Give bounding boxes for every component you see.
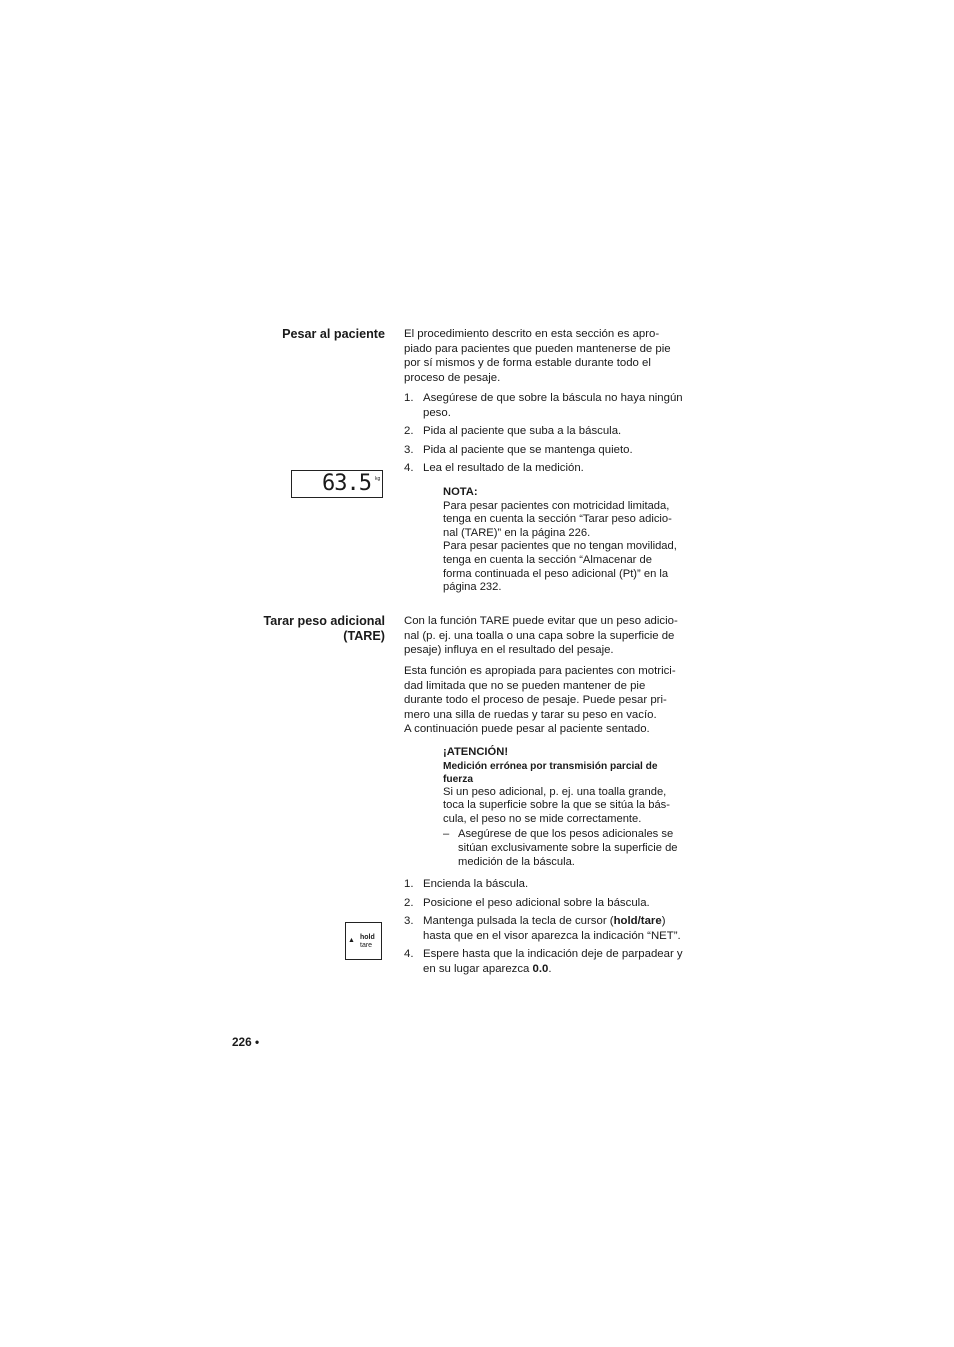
step-text: Espere hasta que la indicación deje de parpadear y — [423, 948, 683, 961]
warning-box — [443, 746, 695, 869]
step-number: 4. — [404, 462, 414, 475]
note-line: nal (TARE)” en la página 226. — [443, 526, 591, 539]
warning-line: medición de la báscula. — [458, 855, 575, 868]
heading-line: Tarar peso adicional — [263, 614, 385, 628]
step-text: Pida al paciente que suba a la báscula. — [423, 425, 622, 438]
list-item — [404, 461, 696, 476]
note-label: NOTA: — [443, 486, 478, 498]
scale-display-illustration — [291, 470, 383, 498]
step-number: 2. — [404, 425, 414, 438]
tare-paragraph-2 — [404, 664, 694, 737]
warning-dash-item — [443, 828, 695, 869]
step-text — [423, 914, 696, 929]
step-text — [423, 962, 696, 977]
step-text-part: . — [548, 962, 552, 975]
note-box — [443, 486, 695, 595]
step-number: 4. — [404, 948, 414, 961]
note-line: página 232. — [443, 581, 502, 594]
warning-line: toca la superficie sobre la que se sitúa la bás- — [443, 799, 670, 812]
page-number: 226 • — [232, 1035, 260, 1049]
step-text: Encienda la báscula. — [423, 878, 529, 890]
list-item — [404, 877, 696, 892]
step-text: hasta que en el visor aparezca la indicación “NET”. — [423, 929, 681, 942]
note-line: tenga en cuenta la sección “Tarar peso adicio- — [443, 513, 672, 526]
step-text: Lea el resultado de la medición. — [423, 462, 584, 475]
key-label-tare: tare — [360, 942, 373, 949]
step-number: 3. — [404, 915, 414, 928]
steps-list-tarar — [404, 877, 696, 981]
text-line: proceso de pesaje. — [404, 371, 501, 384]
display-unit: kg — [375, 476, 381, 482]
step-text: Posicione el peso adicional sobre la báscula. — [423, 896, 650, 909]
section-heading-pesar: Pesar al paciente — [282, 327, 385, 341]
text-line: El procedimiento descrito en esta sección es apro- — [404, 328, 660, 340]
list-item — [404, 947, 696, 976]
arrow-up-icon: ▲ — [348, 937, 355, 944]
display-value: 63.5 — [322, 471, 371, 496]
step-number: 3. — [404, 443, 414, 456]
heading-line: (TARE) — [343, 629, 385, 643]
list-item — [404, 914, 696, 943]
text-line: mero una silla de ruedas y tarar su peso en vacío. — [404, 708, 657, 721]
warning-line: Si un peso adicional, p. ej. una toalla grande, — [443, 785, 667, 798]
step-number: 1. — [404, 878, 414, 890]
step-text-part: Mantenga pulsada la tecla de cursor ( — [423, 915, 614, 928]
text-line: Con la función TARE puede evitar que un peso adicio- — [404, 615, 678, 627]
step-number: 1. — [404, 392, 414, 404]
step-text: Pida al paciente que se mantenga quieto. — [423, 443, 633, 456]
text-line: piado para pacientes que pueden mantenerse de pie — [404, 342, 671, 355]
note-line: tenga en cuenta la sección “Almacenar de — [443, 553, 652, 566]
step-number: 2. — [404, 896, 414, 909]
text-line: Esta función es apropiada para pacientes con motrici- — [404, 665, 676, 677]
note-line: Para pesar pacientes que no tengan movilidad, — [443, 540, 677, 553]
list-item — [404, 443, 696, 458]
text-line: por sí mismos y de forma estable durante todo el — [404, 357, 651, 370]
section-heading-tarar — [263, 614, 385, 644]
list-item — [404, 391, 696, 420]
key-name: hold/tare — [613, 915, 662, 928]
note-line: Para pesar pacientes con motricidad limitada, — [443, 499, 670, 512]
warning-subtitle: fuerza — [443, 773, 474, 785]
dash-bullet: – — [443, 828, 450, 841]
text-line: dad limitada que no se pueden mantener de pie — [404, 679, 646, 692]
text-line: A continuación puede pesar al paciente sentado. — [404, 723, 650, 736]
intro-paragraph — [404, 327, 694, 385]
step-text: peso. — [423, 406, 451, 419]
step-text-part: en su lugar aparezca — [423, 962, 533, 975]
tare-paragraph-1 — [404, 614, 694, 658]
list-item — [404, 424, 696, 439]
note-line: forma continuada el peso adicional (Pt)” en la — [443, 567, 669, 580]
warning-line: sitúan exclusivamente sobre la superficie de — [458, 841, 678, 854]
step-text-part: ) — [661, 915, 666, 928]
hold-tare-key-illustration — [345, 922, 382, 960]
warning-line: Asegúrese de que los pesos adicionales se — [458, 828, 674, 841]
text-line: pesaje) influya en el resultado del pesaje. — [404, 644, 614, 657]
display-indication: 0.0 — [532, 962, 549, 975]
key-label-hold: hold — [360, 934, 375, 941]
text-line: durante todo el proceso de pesaje. Puede pesar pri- — [404, 694, 667, 707]
steps-list-pesar — [404, 391, 696, 480]
list-item — [404, 896, 696, 911]
warning-label: ¡ATENCIÓN! — [443, 746, 509, 758]
warning-line: cula, el peso no se mide correctamente. — [443, 812, 642, 825]
text-line: nal (p. ej. una toalla o una capa sobre la superficie de — [404, 629, 675, 642]
warning-subtitle: Medición errónea por transmisión parcial de — [443, 760, 658, 772]
step-text: Asegúrese de que sobre la báscula no haya ningún — [423, 392, 683, 404]
